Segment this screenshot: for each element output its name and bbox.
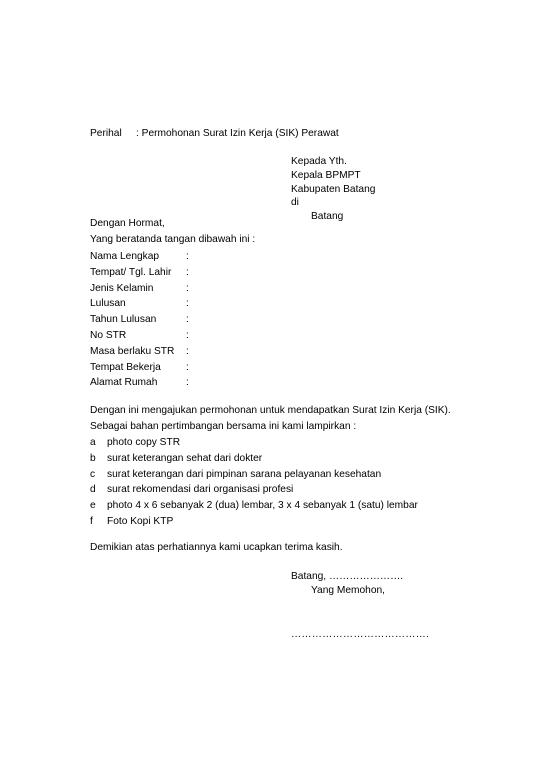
list-text: surat rekomendasi dari organisasi profesi [107, 484, 294, 496]
list-text: surat keterangan dari pimpinan sarana pelayanan kesehatan [107, 468, 382, 480]
list-letter: b [90, 452, 96, 464]
field-row [90, 329, 189, 347]
signature-line: …………………………………. [291, 629, 430, 640]
field-label: Jenis Kelamin [90, 282, 154, 294]
field-colon: : [186, 298, 189, 310]
list-item [90, 501, 418, 517]
greeting-block [90, 219, 255, 250]
recipient-line: di [291, 197, 299, 209]
subject-text: : Permohonan Surat Izin Kerja (SIK) Perawat [136, 128, 339, 139]
attachments-intro: Sebagai bahan pertimbangan bersama ini kami lampirkan : [90, 420, 357, 432]
closing-line: Demikian atas perhatiannya kami ucapkan terima kasih. [90, 542, 343, 553]
request-line: Dengan ini mengajukan permohonan untuk mendapatkan Surat Izin Kerja (SIK). [90, 405, 451, 416]
field-row [90, 266, 189, 284]
subject-label: Perihal [90, 128, 122, 139]
list-letter: d [90, 484, 96, 496]
list-letter: a [90, 437, 96, 448]
recipient-line: Kepada Yth. [291, 156, 347, 167]
signature-block [291, 572, 403, 599]
request-paragraph [90, 406, 451, 438]
list-letter: f [90, 515, 93, 527]
field-row [90, 314, 189, 331]
field-row [90, 251, 189, 268]
field-row [90, 282, 189, 300]
list-text: surat keterangan sehat dari dokter [107, 452, 263, 464]
list-text: Foto Kopi KTP [107, 515, 174, 527]
field-label: No STR [90, 329, 127, 341]
field-colon: : [186, 314, 189, 326]
field-colon: : [186, 329, 189, 341]
field-colon: : [186, 282, 189, 294]
field-label: Lulusan [90, 298, 126, 310]
place-date: Batang, …………………. [291, 571, 404, 582]
list-item [90, 454, 418, 470]
field-label: Tahun Lulusan [90, 314, 157, 326]
field-colon: : [186, 377, 189, 389]
salutation: Dengan Hormat, [90, 218, 165, 229]
recipient-block [291, 157, 375, 226]
recipient-line: Kabupaten Batang [291, 183, 376, 195]
field-colon: : [186, 251, 189, 262]
list-text: photo 4 x 6 sebanyak 2 (dua) lembar, 3 x 4 sebanyak 1 (satu) lembar [107, 500, 418, 512]
field-label: Tempat Bekerja [90, 361, 161, 373]
recipient-city: Batang [311, 211, 344, 223]
list-item [90, 438, 418, 454]
attachments-list [90, 438, 418, 533]
recipient-line: Kepala BPMPT [291, 169, 361, 181]
field-colon: : [186, 361, 189, 373]
list-item [90, 485, 418, 501]
field-label: Masa berlaku STR [90, 345, 175, 357]
list-letter: c [90, 468, 96, 480]
field-colon: : [186, 266, 189, 278]
intro-line: Yang beratanda tangan dibawah ini : [90, 233, 256, 245]
field-label: Alamat Rumah [90, 377, 158, 389]
list-item [90, 517, 418, 533]
field-colon: : [186, 345, 189, 357]
field-row [90, 361, 189, 379]
field-row [90, 377, 189, 394]
subject-line [90, 129, 339, 139]
field-label: Tempat/ Tgl. Lahir [90, 266, 172, 278]
field-row [90, 345, 189, 363]
list-text: photo copy STR [107, 437, 181, 448]
applicant-label: Yang Memohon, [311, 584, 385, 596]
field-label: Nama Lengkap [90, 251, 160, 262]
field-row [90, 298, 189, 315]
list-letter: e [90, 500, 96, 512]
list-item [90, 470, 418, 486]
applicant-fields [90, 251, 189, 394]
